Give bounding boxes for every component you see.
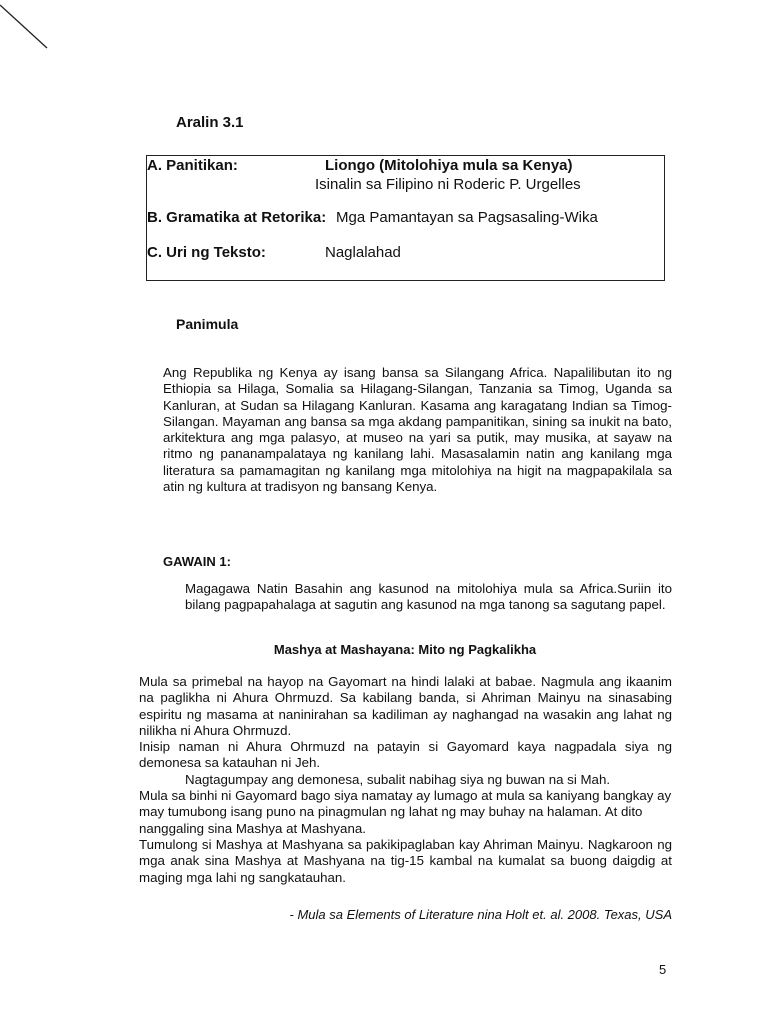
source-citation: - Mula sa Elements of Literature nina Holt et. al. 2008. Texas, USA (289, 907, 672, 922)
corner-diagonal-line (0, 0, 60, 60)
story-body (139, 674, 672, 886)
intro-paragraph: Ang Republika ng Kenya ay isang bansa sa Silangang Africa. Napalilibutan ito ng Ethiopia sa Hilaga, Somalia sa Hilagang-Silangan, Tanzania sa Timog, Uganda sa Kanluran, at Sudan sa Hilagang Kanluran. Kasama ang karagatang Indian sa Timog-Silangan. Mayaman ang bansa sa mga akdang pampanitikan, sining sa inukit na bato, arkitektura ang mga palasyo, at museo na yari sa putik, may musika, at sayaw na ritmo ng pananampalataya ng kanilang lahi. Masasalamin natin ang kanilang mga literatura sa pamamagitan ng kanilang mga mitolohiya na higit na magpapakilala sa atin ng kultura at tradisyon ng bansang Kenya. (163, 365, 672, 495)
lesson-title: Aralin 3.1 (176, 114, 244, 131)
story-paragraph: Mula sa binhi ni Gayomard bago siya namatay ay lumago at mula sa kaniyang bangkay ay may tumubong isang puno na pinagmulan ng lahat ng may buhay na halaman. At dito nanggaling sina Mashya at Mashyana. (139, 788, 672, 836)
panitikan-translator: Isinalin sa Filipino ni Roderic P. Urgelles (315, 176, 581, 193)
activity-paragraph: Magagawa Natin Basahin ang kasunod na mitolohiya mula sa Africa.Suriin ito bilang pagpapahalaga at sagutin ang kasunod na mga tanong sa sagutang papel. (185, 581, 672, 613)
story-paragraph: Nagtagumpay ang demonesa, subalit nabihag siya ng buwan na si Mah. (185, 771, 611, 787)
lesson-info-box (146, 155, 665, 281)
story-paragraph: Inisip naman ni Ahura Ohrmuzd na patayin si Gayomard kaya nagpadala siya ng demonesa sa katauhan ni Jeh. (139, 739, 672, 771)
story-paragraph: Tumulong si Mashya at Mashyana sa pakikipaglaban kay Ahriman Mainyu. Nagkaroon ng mga anak sina Mashya at Mashyana na tig-15 kambal na kumalat sa buong daigdig at maging mga lahi ng sangkatauhan. (139, 836, 672, 885)
gramatika-label: B. Gramatika at Retorika: (147, 209, 327, 226)
story-paragraph: Mula sa primebal na hayop na Gayomart na hindi lalaki at babae. Nagmula ang ikaanim na paglikha ni Ahura Ohrmuzd. Sa kabilang banda, si Ahriman Mainyu na sinasabing espiritu ng masama at naninirahan sa kadiliman ay naghangad na wasakin ang lahat ng nilikha ni Ahura Ohrmuzd. (139, 674, 672, 738)
intro-heading: Panimula (176, 316, 239, 332)
activity-label: GAWAIN 1: (163, 554, 231, 569)
panitikan-title: Liongo (Mitolohiya mula sa Kenya) (325, 157, 573, 174)
uri-label: C. Uri ng Teksto: (147, 244, 266, 261)
gramatika-value: Mga Pamantayan sa Pagsasaling-Wika (336, 209, 598, 226)
uri-value: Naglalahad (325, 244, 401, 261)
page-number: 5 (659, 962, 667, 977)
story-title: Mashya at Mashayana: Mito ng Pagkalikha (273, 642, 537, 657)
panitikan-label: A. Panitikan: (147, 157, 238, 174)
